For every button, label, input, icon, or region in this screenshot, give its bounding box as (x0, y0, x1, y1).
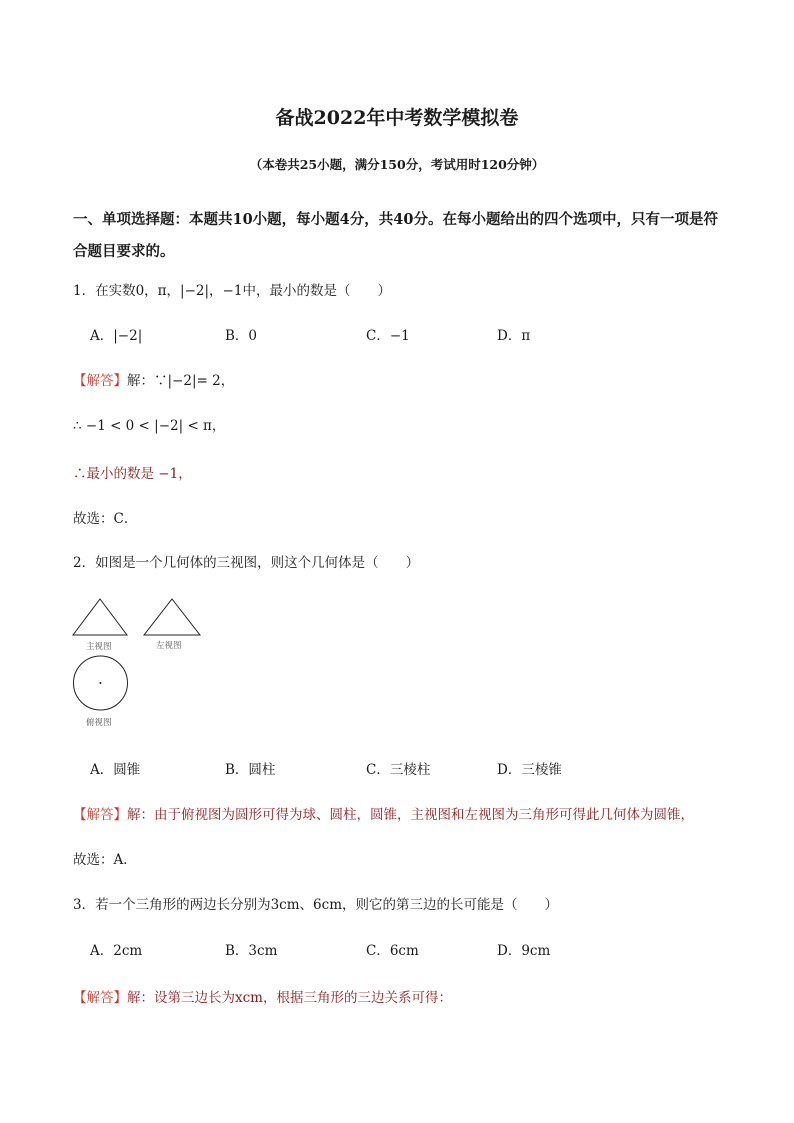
top-view-label: 俯视图 (86, 718, 112, 728)
question-1-option-a: A．|−2| (90, 328, 143, 344)
question-2-answer-choice: 故选：A． (73, 852, 137, 868)
question-2-option-b: B．圆柱 (225, 762, 276, 778)
question-2-option-a: A．圆锥 (90, 762, 141, 778)
top-view-circle (72, 655, 132, 715)
question-2-option-d: D．三棱锥 (497, 762, 562, 778)
question-3-option-d: D．9cm (497, 943, 551, 959)
question-1-option-d: D．π (497, 328, 531, 344)
front-view-triangle (72, 598, 132, 638)
question-1-option-c: C．−1 (366, 328, 410, 344)
side-view-triangle (143, 598, 205, 638)
question-2-answer (73, 803, 694, 823)
question-3-option-a: A．2cm (90, 943, 143, 959)
answer-tag: 【解答】 (73, 373, 127, 389)
question-2-option-c: C．三棱柱 (366, 762, 431, 778)
page-title: 备战2022年中考数学模拟卷 (275, 107, 519, 129)
answer-tag: 【解答】 (73, 990, 127, 1006)
answer-tag: 【解答】 (73, 807, 127, 823)
question-1-answer-line-1 (73, 369, 234, 389)
question-2-stem: 2．如图是一个几何体的三视图，则这个几何体是（ ） (73, 555, 420, 571)
page-subtitle: （本卷共25小题，满分150分，考试用时120分钟） (249, 157, 545, 172)
question-1-option-b: B．0 (225, 328, 258, 344)
question-1-answer-choice: 故选：C． (73, 511, 138, 527)
question-3-answer (73, 986, 452, 1006)
question-1-answer-line-2: ∴ −1 < 0 < |−2| < π， (73, 418, 226, 434)
question-1-answer-line-3: ∴最小的数是 −1， (73, 466, 192, 482)
question-1-stem: 1．在实数0，π，|−2|，−1中，最小的数是（ ） (73, 283, 391, 299)
question-3-stem: 3．若一个三角形的两边长分别为3cm、6cm，则它的第三边的长可能是（ ） (73, 897, 558, 913)
answer-text: 解：设第三边长为xcm，根据三角形的三边关系可得： (127, 990, 452, 1006)
question-3-option-b: B．3cm (225, 943, 278, 959)
section-heading: 一、单项选择题：本题共10小题，每小题4分，共40分。在每小题给出的四个选项中，只有一项是符合题目要求的。 (73, 211, 718, 260)
answer-text: 解：由于俯视图为圆形可得为球、圆柱，圆锥，主视图和左视图为三角形可得此几何体为圆锥， (127, 807, 694, 823)
side-view-label: 左视图 (156, 641, 182, 651)
answer-text: 解：∵|−2|= 2， (127, 373, 235, 389)
front-view-label: 主视图 (86, 642, 112, 652)
question-3-option-c: C．6cm (366, 943, 419, 959)
